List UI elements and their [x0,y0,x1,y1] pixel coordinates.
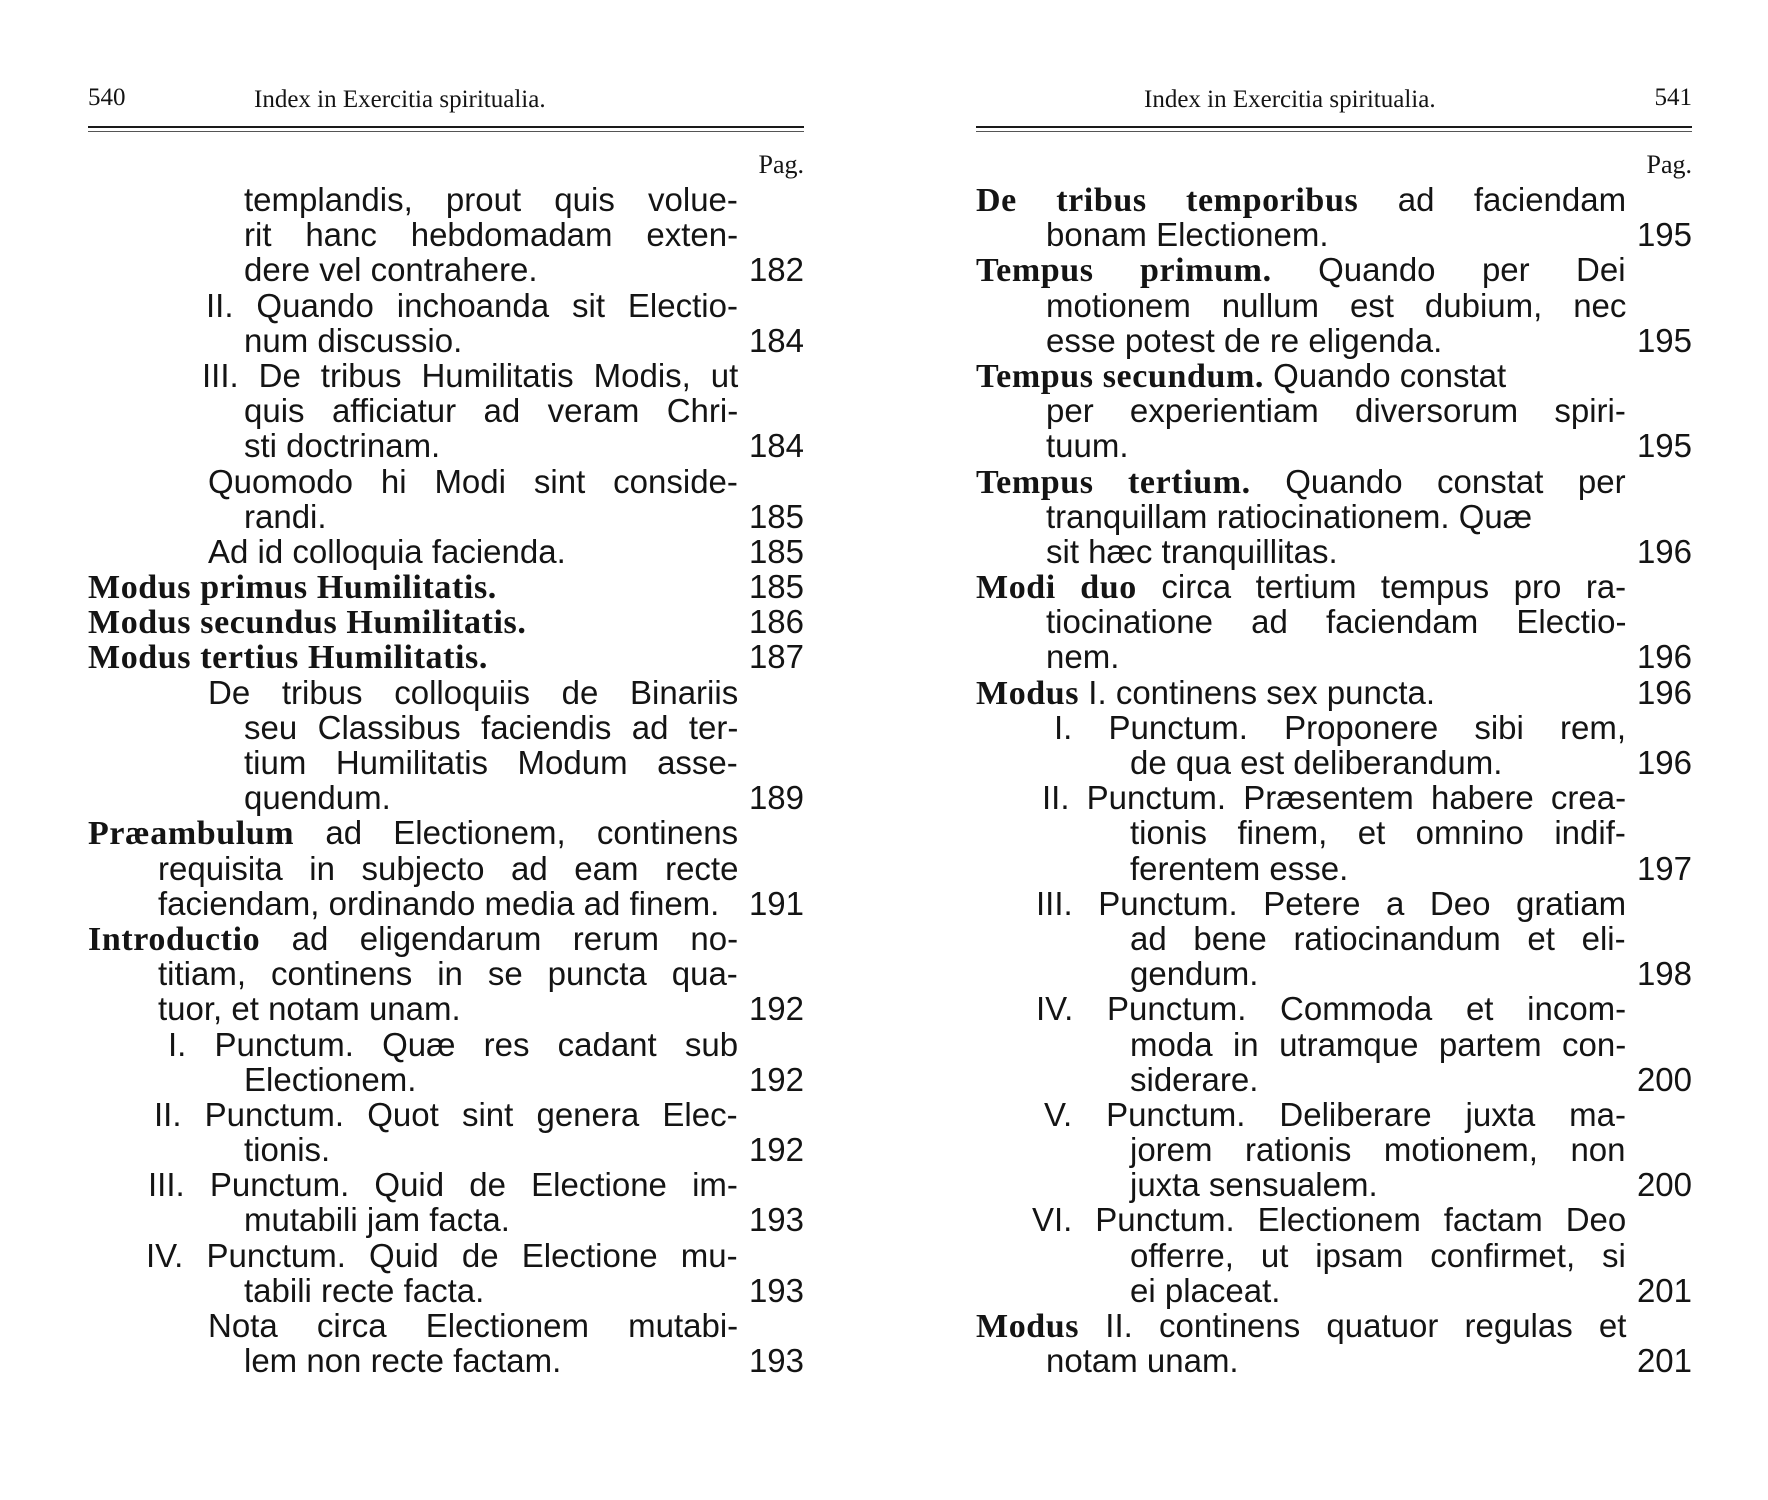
page-reference: 196 [1636,638,1692,676]
running-title: Index in Exercitia spiritualia. [254,86,546,113]
page-reference: 196 [1636,744,1692,781]
entry-line [976,568,1692,607]
entry-description: Nota circa Electionem mutabi- [208,1307,739,1344]
entry-line [976,1132,1692,1167]
entry-description: De tribus colloquiis de Binariis [208,673,739,711]
entry-line [88,1097,804,1132]
pag-column-label: Pag. [758,150,804,179]
entry-line [88,217,804,252]
index-entry [976,182,1692,252]
page-reference: 195 [1636,216,1692,254]
entry-line [976,1202,1692,1237]
page-reference: 189 [748,779,804,817]
entry-description: VI. Punctum. Electionem factam Deo [1032,1201,1627,1239]
entry-line [976,428,1692,463]
entry-text [1046,428,1129,463]
index-entry [976,1097,1692,1203]
page-reference: 187 [748,638,804,676]
entry-description: ad faciendam [1358,181,1627,218]
page-reference: 197 [1636,849,1692,887]
entry-text [244,780,391,815]
entry-description: motionem nullum est dubium, nec [1046,286,1627,324]
entry-line [88,956,804,991]
entry-text [1130,956,1258,991]
entry-line [88,851,804,886]
header-rule-fine [976,131,1692,132]
entry-text [1054,710,1626,745]
index-entry [88,464,804,534]
entry-text [976,358,1506,394]
page-reference: 193 [748,1271,804,1309]
entry-description: ferentem esse. [1130,849,1349,887]
page-reference: 201 [1636,1271,1692,1309]
entry-heading: Modus primus Humilitatis. [88,569,497,607]
entry-line [976,217,1692,252]
entry-line [88,780,804,815]
entry-line [88,710,804,745]
index-entry [88,358,804,464]
entry-line [976,499,1692,534]
header-rule-fine [88,131,804,132]
entry-description: IV. Punctum. Quid de Electione mu- [146,1236,738,1274]
entry-line [976,710,1692,745]
page-reference: 184 [748,427,804,465]
entry-text [206,288,738,323]
entry-heading: Tempus tertium. [976,463,1251,501]
entry-description: V. Punctum. Deliberare juxta ma- [1044,1095,1626,1133]
entry-line [976,1062,1692,1097]
entry-heading: Modus secundus Humilitatis. [88,604,527,642]
entry-line [976,745,1692,780]
page-reference: 184 [748,321,804,359]
entry-text [976,675,1435,711]
entry-line [88,534,804,569]
entry-description: rit hanc hebdomadam exten- [244,216,739,254]
entry-heading: Introductio [88,920,261,958]
entry-text [1130,851,1348,886]
entry-text [208,534,566,569]
entry-line [976,815,1692,850]
entry-text [158,851,738,886]
entry-text [88,815,738,851]
entry-description: esse potest de re eligenda. [1046,321,1443,359]
entry-heading: Tempus secundum. [976,357,1264,395]
entry-description: Electionem. [244,1060,417,1098]
left-page [88,0,804,1500]
page-reference: 182 [748,251,804,289]
index-entry [88,1097,804,1167]
entry-text [88,639,488,675]
entry-line [88,182,804,217]
entry-text [1046,288,1626,323]
entry-description: notam unam. [1046,1342,1239,1380]
page-reference: 200 [1636,1060,1692,1098]
entry-text [1046,217,1328,252]
index-entry [88,1238,804,1308]
entry-description: randi. [244,497,327,535]
entry-description: I. Punctum. Proponere sibi rem, [1054,708,1627,746]
entry-text [88,604,526,640]
entry-description: bonam Electionem. [1046,216,1329,254]
entry-text [244,710,738,745]
entry-description: tabili recte facta. [244,1271,485,1309]
entry-line [88,1202,804,1237]
entry-line [976,323,1692,358]
index-entry [88,1308,804,1378]
entry-text [244,1062,416,1097]
entry-text [1046,534,1338,569]
entry-description: ei placeat. [1130,1271,1281,1309]
entry-line [976,991,1692,1026]
index-entry [88,288,804,358]
index-entry [976,358,1692,464]
entry-line [976,1273,1692,1308]
entry-line [88,1027,804,1062]
entry-line [976,1238,1692,1273]
entry-text [1130,1062,1258,1097]
entry-text [1130,1238,1626,1273]
entry-line [976,604,1692,639]
page-reference: 191 [748,884,804,922]
entry-text [244,323,462,358]
page-reference: 198 [1636,955,1692,993]
entry-description: seu Classibus faciendis ad ter- [244,708,739,746]
entry-line [976,1167,1692,1202]
entry-line [976,464,1692,499]
entry-description: faciendam, ordinando media ad finem. [158,884,720,922]
entry-text [158,956,738,991]
entry-line [976,251,1692,290]
entry-line [976,1097,1692,1132]
entry-line [88,675,804,710]
entry-description: ad eligendarum rerum no- [260,919,739,957]
page-reference: 196 [1636,532,1692,570]
entry-description: ad Electionem, continens [294,814,739,852]
entry-text [1042,780,1626,815]
index-entry [976,569,1692,675]
entry-description: juxta sensualem. [1130,1166,1378,1204]
entry-text [158,886,719,921]
page-reference: 186 [748,603,804,641]
header-rule [88,126,804,128]
entry-text [1046,1343,1239,1378]
entry-description: mutabili jam facta. [244,1201,510,1239]
entry-text [244,182,738,217]
entry-description: quis afficiatur ad veram Chri- [244,392,739,430]
index-entry [976,886,1692,992]
entry-line [88,252,804,287]
entry-description: II. Punctum. Præsentem habere crea- [1042,779,1627,817]
entry-line [976,288,1692,323]
entry-description: Quando per Dei [1271,251,1626,289]
entry-description: tium Humilitatis Modum asse- [244,744,738,781]
entry-heading: De tribus temporibus [976,182,1359,219]
entry-text [244,1273,484,1308]
entry-description: Quando constat per [1250,462,1626,500]
entry-heading: Modus [976,674,1080,712]
entry-line [88,393,804,428]
entry-description: Ad id colloquia facienda. [208,532,566,570]
entry-description: II. Quando inchoanda sit Electio- [206,286,738,324]
entry-line [976,780,1692,815]
running-head [88,84,804,118]
page-reference: 200 [1636,1166,1692,1204]
entry-description: III. Punctum. Petere a Deo gratiam [1036,884,1627,922]
index-entry [88,603,804,642]
entry-text [244,1202,510,1237]
entry-description: Quomodo hi Modi sint conside- [208,462,738,500]
entry-text [158,991,461,1026]
entry-description: moda in utramque partem con- [1130,1025,1627,1063]
entry-text [88,921,738,957]
entry-line [976,1027,1692,1062]
entry-line [88,568,804,607]
entry-description: Quando constat [1264,356,1507,394]
entry-heading: Tempus primum. [976,252,1272,290]
entry-description: sit hæc tranquillitas. [1046,532,1338,570]
entry-description: gendum. [1130,955,1259,993]
entry-heading: Præambulum [88,815,295,853]
entry-line [88,1273,804,1308]
entry-line [88,288,804,323]
entry-description: tuor, et notam unam. [158,990,461,1028]
entry-text [1130,1132,1626,1167]
entry-description: offerre, ut ipsam confirmet, si [1130,1236,1626,1274]
running-head [976,84,1692,118]
entry-description: siderare. [1130,1060,1259,1098]
entry-line [976,675,1692,710]
page-reference: 192 [748,1060,804,1098]
entry-text [244,1132,330,1167]
index-entry [976,780,1692,886]
entry-text [1130,921,1626,956]
page-number: 541 [1654,84,1692,111]
entry-text [976,182,1626,218]
entry-text [88,569,497,605]
page-number: 540 [88,84,126,111]
index-entry [976,464,1692,570]
entry-line [976,1343,1692,1378]
entry-line [976,639,1692,674]
page-reference: 185 [748,497,804,535]
entry-description: lem non recte factam. [244,1342,562,1380]
entry-heading: Modus tertius Humilitatis. [88,639,488,677]
index-entry [88,534,804,569]
entry-line [88,921,804,956]
entry-line [976,1308,1692,1343]
entry-description: ad bene ratiocinandum et eli- [1130,919,1626,957]
running-title: Index in Exercitia spiritualia. [1144,86,1436,113]
entry-description: jorem rationis motionem, non [1130,1131,1626,1169]
index-entry [976,675,1692,710]
entry-description: II. Punctum. Quot sint genera Elec- [154,1095,738,1133]
entry-text [1046,499,1532,534]
entry-line [976,851,1692,886]
entry-text [146,1238,738,1273]
entry-text [202,358,738,393]
index-entry [88,568,804,607]
index-entries [88,182,804,1378]
entry-line [976,358,1692,393]
entry-description: requisita in subjecto ad eam recte [158,849,739,887]
index-entry [88,1027,804,1097]
entry-line [976,182,1692,217]
entry-line [88,1132,804,1167]
entry-text [1036,991,1626,1026]
entry-text [976,464,1626,500]
entry-description: sti doctrinam. [244,427,441,465]
entry-text [1130,1027,1626,1062]
entry-description: II. continens quatuor regulas et [1079,1307,1627,1344]
entry-text [976,569,1626,605]
entry-text [1130,1273,1280,1308]
entry-line [88,499,804,534]
entry-text [168,1027,738,1062]
entry-text [976,252,1626,288]
index-entry [88,182,804,288]
header-rule [976,126,1692,128]
entry-text [1044,1097,1626,1132]
right-page [976,0,1692,1500]
entry-text [244,252,538,287]
index-entry [88,815,804,921]
page-reference: 192 [748,990,804,1028]
entry-description: I. continens sex puncta. [1079,673,1436,711]
page-reference: 195 [1636,427,1692,465]
entry-description: tranquillam ratiocinationem. Quæ [1046,497,1533,535]
entry-line [976,534,1692,569]
entry-text [976,1308,1626,1344]
entry-text [1130,815,1626,850]
entry-description: quendum. [244,779,391,817]
entry-line [88,814,804,853]
entry-text [244,428,440,463]
entry-line [88,991,804,1026]
entry-text [1032,1202,1626,1237]
entry-description: de qua est deliberandum. [1130,744,1503,781]
index-entry [88,638,804,677]
entry-line [976,956,1692,991]
entry-description: III. Punctum. Quid de Electione im- [148,1166,738,1204]
entry-description: dere vel contrahere. [244,251,538,289]
entry-description: templandis, prout quis volue- [244,181,738,218]
entry-text [1046,604,1626,639]
entry-description: I. Punctum. Quæ res cadant sub [168,1025,739,1063]
entry-line [88,428,804,463]
page-reference: 195 [1636,321,1692,359]
entry-description: tionis finem, et omnino indif- [1130,814,1626,852]
index-entry [976,710,1692,780]
entry-line [88,464,804,499]
entry-line [88,638,804,677]
entry-text [1046,393,1626,428]
entry-description: circa tertium tempus pro ra- [1136,568,1627,606]
entry-description: nem. [1046,638,1120,676]
entry-text [244,1343,561,1378]
entry-text [1046,639,1119,674]
entry-text [208,464,738,499]
index-entry [88,921,804,1027]
entry-text [1046,323,1442,358]
entry-text [244,393,738,428]
entry-line [88,745,804,780]
entry-description: tionis. [244,1131,331,1169]
index-entry [88,675,804,816]
entry-text [244,499,327,534]
entry-description: tuum. [1046,427,1129,465]
entry-line [976,393,1692,428]
entry-description: IV. Punctum. Commoda et incom- [1036,990,1627,1028]
entry-text [1036,886,1626,921]
entry-line [88,1062,804,1097]
entry-line [88,886,804,921]
page-reference: 193 [748,1201,804,1239]
page-reference: 193 [748,1342,804,1380]
entry-line [88,323,804,358]
entry-heading: Modus [976,1308,1080,1345]
entry-line [88,1167,804,1202]
page-reference: 196 [1636,673,1692,711]
page-reference: 185 [748,568,804,606]
entry-line [88,1343,804,1378]
index-entry [976,252,1692,358]
index-entries [976,182,1692,1378]
entry-description: per experientiam diversorum spiri- [1046,392,1626,430]
entry-line [976,921,1692,956]
entry-line [88,1308,804,1343]
entry-description: III. De tribus Humilitatis Modis, ut [202,356,739,394]
entry-text [1130,745,1502,780]
entry-description: titiam, continens in se puncta qua- [158,955,738,993]
entry-line [976,886,1692,921]
page-reference: 185 [748,532,804,570]
index-entry [976,991,1692,1097]
entry-text [244,217,738,252]
entry-text [208,675,738,710]
index-entry [976,1308,1692,1378]
page-reference: 201 [1636,1342,1692,1380]
entry-heading: Modi duo [976,569,1137,607]
entry-line [88,358,804,393]
entry-text [1130,1167,1378,1202]
index-entry [976,1202,1692,1308]
pag-column-label: Pag. [1646,150,1692,179]
entry-text [154,1097,738,1132]
page-reference: 192 [748,1131,804,1169]
entry-description: num discussio. [244,321,463,359]
entry-line [88,1238,804,1273]
entry-text [148,1167,738,1202]
entry-text [208,1308,738,1343]
entry-description: tiocinatione ad faciendam Electio- [1046,603,1627,641]
index-entry [88,1167,804,1237]
entry-line [88,603,804,642]
entry-text [244,745,738,780]
